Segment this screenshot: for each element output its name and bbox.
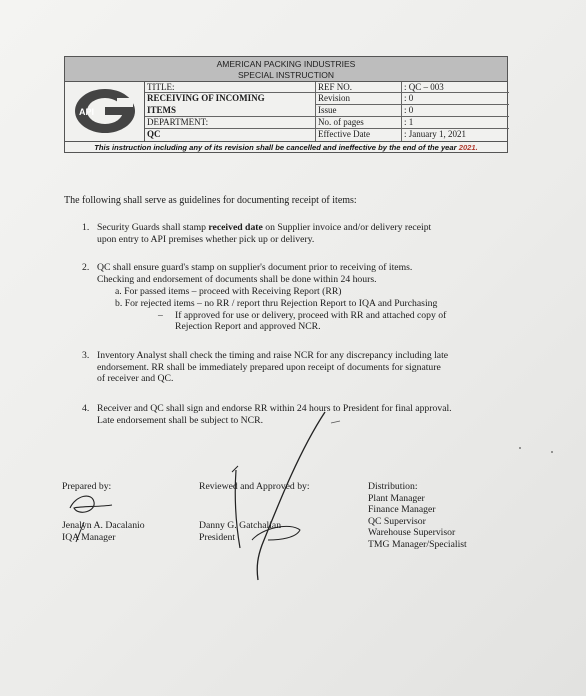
reviewed-by-label: Reviewed and Approved by: (199, 481, 310, 492)
prepared-by-label: Prepared by: (62, 481, 112, 492)
distribution-item: Finance Manager (368, 504, 436, 515)
prepared-by-block (62, 520, 145, 543)
item-3-line1: Inventory Analyst shall check the timing and raise NCR for any discrepancy including late (97, 350, 449, 361)
distribution-block (368, 481, 467, 550)
distribution-item: QC Supervisor (368, 515, 426, 527)
item-4-number: 4. (82, 403, 90, 414)
prepared-by-name: Jenalyn A. Dacalanio (62, 520, 145, 531)
item-4-line2: Late endorsement shall be subject to NCR. (97, 414, 263, 426)
distribution-item: Warehouse Supervisor (368, 527, 456, 538)
company-name: AMERICAN PACKING INDUSTRIES (216, 59, 356, 69)
item-2-sub-b: b. For rejected items – no RR / report thru Rejection Report to IQA and Purchasing (115, 298, 438, 309)
document-type: SPECIAL INSTRUCTION (237, 70, 335, 80)
item-1-number: 1. (82, 222, 90, 233)
department-value: QC (147, 129, 161, 139)
title-label: TITLE: (145, 82, 315, 93)
distribution-label: Distribution: (368, 481, 418, 492)
pages-value: : 1 (401, 117, 509, 129)
distribution-item: TMG Manager/Specialist (368, 538, 467, 550)
validity-note-text: This instruction including any of its revision shall be cancelled and ineffective by the end of the year (94, 143, 457, 152)
item-1-pre: Security Guards shall stamp (97, 222, 209, 233)
item-1-bold: received date (208, 222, 263, 233)
issue-label: Issue (315, 105, 401, 117)
item-2-dash-line1: If approved for use or delivery, proceed with RR and attached copy of (175, 310, 447, 321)
item-2-dash: – (158, 310, 163, 321)
item-2-sub-a: a. For passed items – proceed with Receiving Report (RR) (115, 286, 342, 297)
ref-no-value: : QC – 003 (401, 82, 509, 93)
reviewed-by-name: Danny G. Gatchalian (199, 520, 282, 531)
intro-text: The following shall serve as guidelines for documenting receipt of items: (64, 195, 357, 206)
revision-value: : 0 (401, 93, 509, 105)
ref-no-label: REF NO. (315, 82, 401, 93)
effective-date-value: : January 1, 2021 (401, 129, 509, 141)
validity-note-year: 2021. (458, 143, 478, 152)
item-3-line3: of receiver and QC. (97, 373, 174, 384)
reviewed-by-title: President (199, 531, 236, 543)
issue-value: : 0 (401, 105, 509, 117)
reviewed-by-block (199, 520, 281, 543)
item-3-line2: endorsement. RR shall be immediately prepared upon receipt of documents for signature (97, 361, 441, 373)
title-value-line1: RECEIVING OF INCOMING (147, 93, 265, 103)
logo-text: API (79, 107, 95, 117)
department-label: DEPARTMENT: (145, 117, 315, 129)
revision-label: Revision (315, 93, 401, 105)
prepared-by-title: IQA Manager (62, 531, 116, 543)
item-1-line2: upon entry to API premises whether pick up or delivery. (97, 233, 315, 245)
item-2-dash-line2: Rejection Report and approved NCR. (175, 321, 321, 332)
pages-label: No. of pages (315, 117, 401, 129)
distribution-item: Plant Manager (368, 492, 425, 504)
item-4-line1: Receiver and QC shall sign and endorse RR within 24 hours to President for final approval. (97, 403, 452, 414)
title-value-line2: ITEMS (145, 105, 315, 117)
item-2-line1: QC shall ensure guard's stamp on supplier's document prior to receiving of items. (97, 262, 413, 273)
item-2-number: 2. (82, 262, 90, 273)
item-3-number: 3. (82, 350, 90, 361)
item-2-line2: Checking and endorsement of documents shall be done within 24 hours. (97, 273, 377, 285)
item-1-post: on Supplier invoice and/or delivery receipt (262, 222, 432, 233)
effective-date-label: Effective Date (315, 129, 401, 141)
